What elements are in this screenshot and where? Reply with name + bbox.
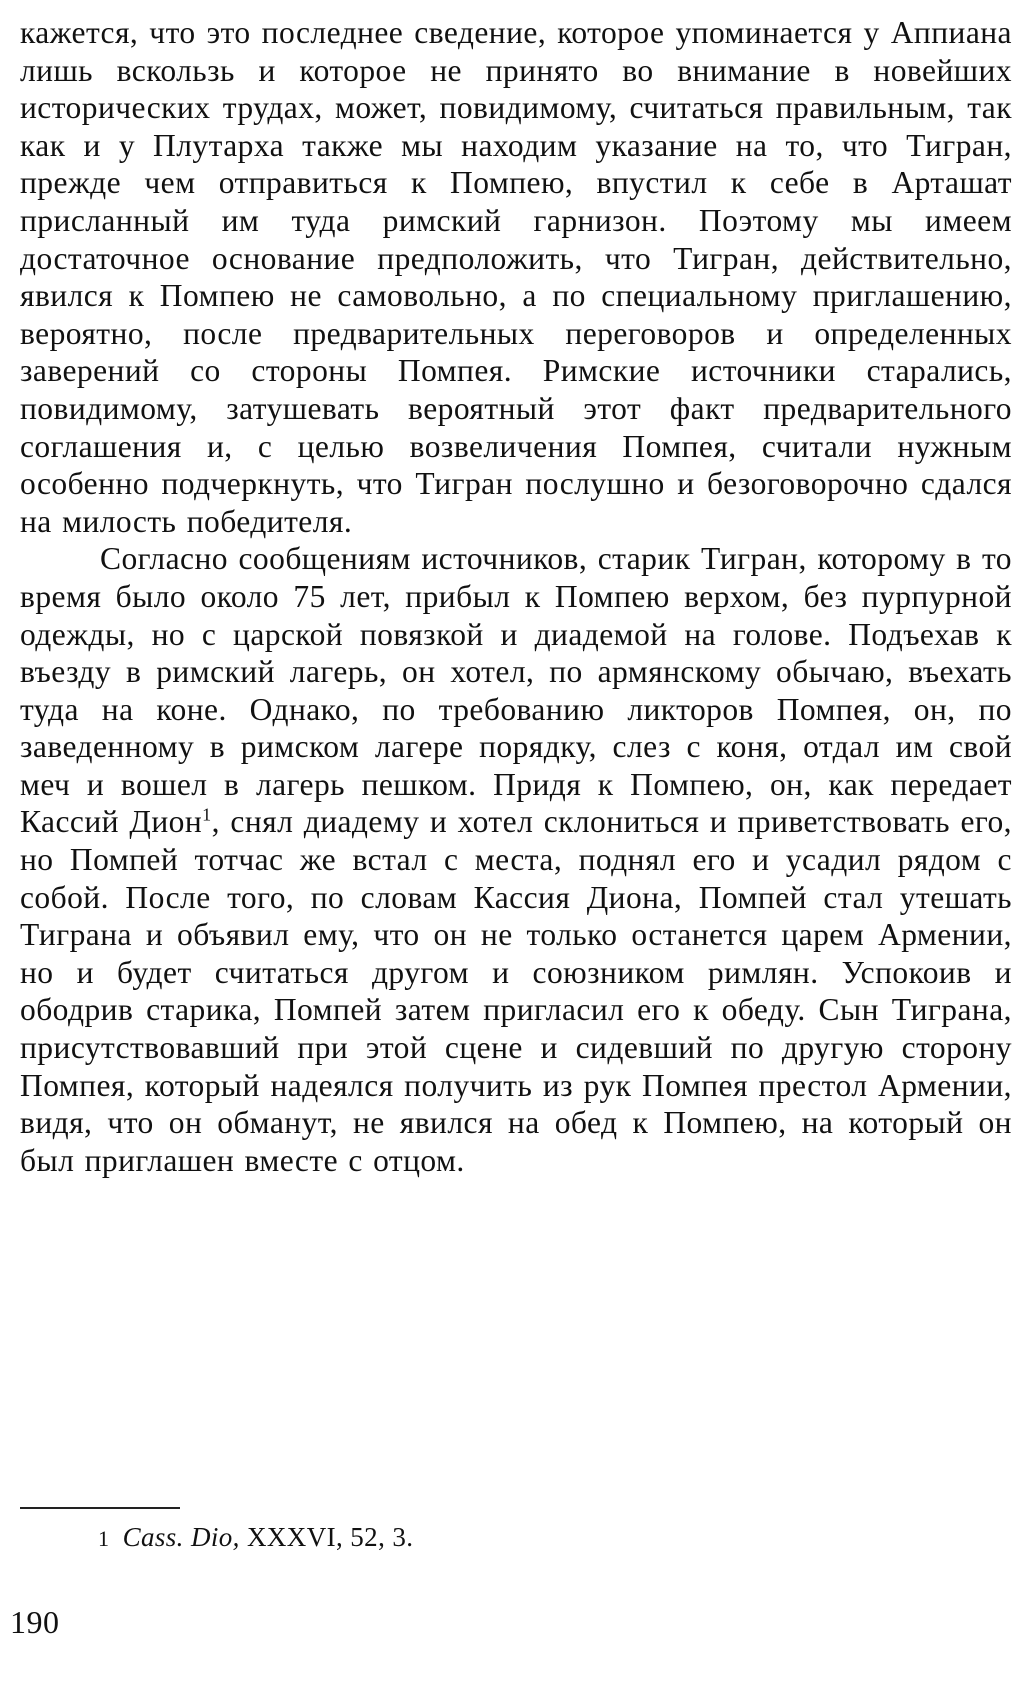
footnote-divider [20,1507,180,1509]
paragraph-2 [20,540,1012,1179]
paragraph-2-text-end: , снял диадему и хотел склониться и приветствовать его, но Помпей тотчас же встал с места, поднял его и усадил рядом с собой. После того, по словам Кассия Диона, Помпей стал утешать Тиграна и объявил ему, что он не только останется царем Армении, но и будет считаться другом и союзником римлян. Успокоив и ободрив старика, Помпей затем пригласил его к обеду. Сын Тиграна, присутствовавший при этой сцене и сидевший по другую сторону Помпея, который надеялся получить из рук Помпея престол Армении, видя, что он обманут, не явился на обед к Помпею, на который он был приглашен вместе с отцом. [20,804,1012,1178]
paragraph-1-text: кажется, что это последнее сведение, которое упоминается у Аппиана лишь вскользь и которое не принято во внимание в новейших исторических трудах, может, повидимому, считаться правильным, так как и у Плутарха также мы находим указание на то, что Тигран, прежде чем отправиться к Помпею, впустил к себе в Арташат присланный им туда римский гарнизон. Поэтому мы имеем достаточное основание предположить, что Тигран, действительно, явился к Помпею не самовольно, а по специальному приглашению, вероятно, после предварительных переговоров и определенных заверений со стороны Помпея. Римские источники старались, повидимому, затушевать вероятный этот факт предварительного соглашения и, с целью возвеличения Помпея, считали нужным особенно подчеркнуть, что Тигран послушно и безоговорочно сдался на милость победителя. [20,15,1012,539]
footnote-reference: XXXVI, 52, 3. [247,1522,414,1552]
footnote-number: 1 [98,1526,110,1551]
footnote-author: Cass. Dio, [122,1522,240,1552]
paragraph-1 [20,14,1012,540]
body-text [20,14,1012,1179]
paragraph-2-text-start: Согласно сообщениям источников, старик Тигран, которому в то время было около 75 лет, прибыл к Помпею верхом, без пурпурной одежды, но с царской повязкой и диадемой на голове. Подъехав к въезду в римский лагерь, он хотел, по армянскому обычаю, въехать туда на коне. Однако, по требованию ликторов Помпея, он, по заведенному в римском лагере порядку, слез с коня, отдал им свой меч и вошел в лагерь пешком. Придя к Помпею, он, как передает Кассий Дион [20,541,1012,840]
page-content [20,14,1012,1179]
footnote-marker: 1 [202,804,212,825]
footnote [98,1520,413,1556]
page-number: 190 [10,1604,60,1640]
